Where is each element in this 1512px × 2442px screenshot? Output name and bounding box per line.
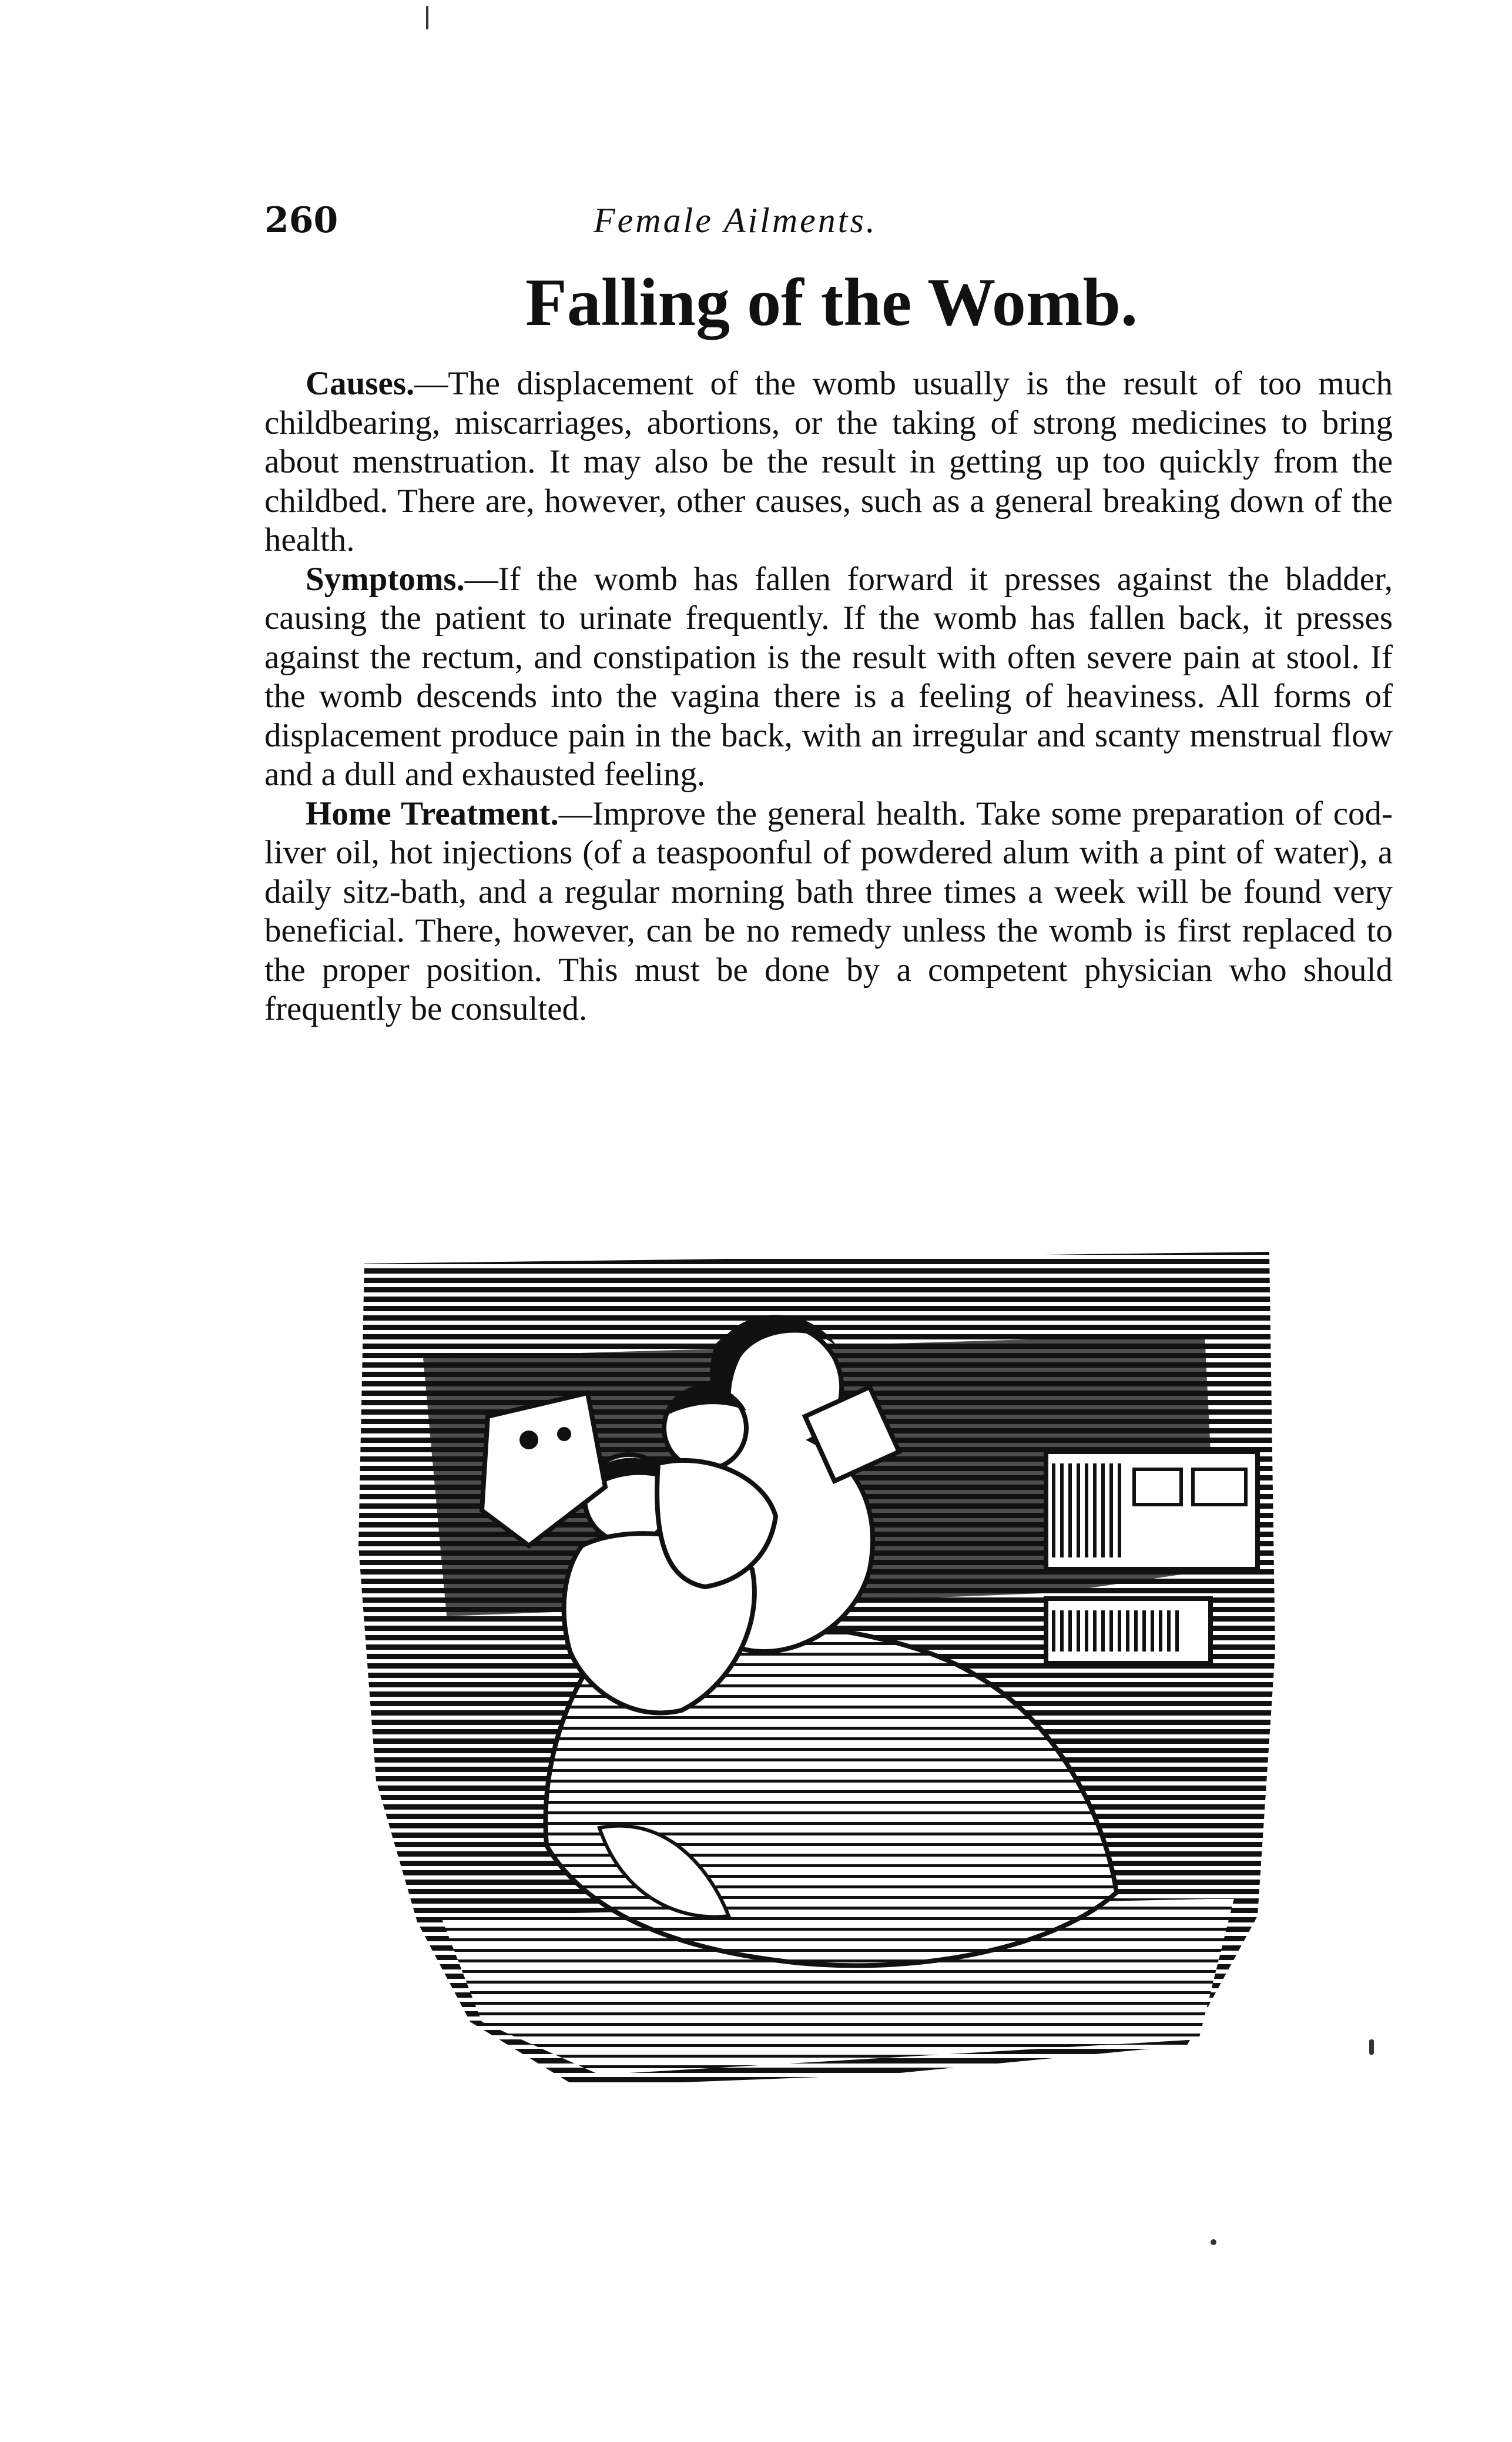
running-title: Female Ailments.	[594, 201, 877, 240]
paragraph-home-treatment	[264, 795, 1393, 1029]
engraving-svg	[353, 1240, 1287, 2092]
section-text: —Improve the general health. Take some preparation of cod-liver oil, hot injections (of a teaspoonful of powdered alum with a pint of water), a daily sitz-bath, and a regular morning bath three times a week will be found very beneficial. There, however, can be no remedy unless the womb is first replaced to the proper position. This must be done by a competent physician who should frequently be consulted.	[264, 795, 1393, 1027]
page-number: 260	[264, 200, 338, 241]
section-text: —The displacement of the womb usually is the result of too much childbearing, miscarriages, abortions, or the taking of strong medicines to bring about menstruation. It may also be the result in getting up too quickly from the childbed. There are, however, other causes, such as a general breaking down of the health.	[264, 365, 1393, 558]
paragraph-causes	[264, 364, 1393, 560]
section-heading: Causes.	[306, 365, 415, 402]
section-text: —If the womb has fallen forward it presses against the bladder, causing the patient to urinate frequently. If the womb has fallen back, it presses against the rectum, and constipation is the result with often severe pain at stool. If the womb descends into the vagina there is a feeling of heaviness. All forms of displacement produce pain in the back, with an irregular and scanty menstrual flow and a dull and exhausted feeling.	[264, 560, 1393, 793]
article-title: Falling of the Womb.	[525, 265, 1138, 340]
article-body	[264, 364, 1393, 1029]
paragraph-symptoms	[264, 560, 1393, 795]
page-header	[264, 194, 1399, 247]
scan-speck	[426, 6, 428, 29]
section-heading: Home Treatment.	[306, 795, 559, 832]
section-heading: Symptoms.	[306, 560, 465, 598]
engraving-illustration	[353, 1240, 1287, 2092]
scan-speck	[1211, 2239, 1216, 2245]
scan-speck	[1369, 2039, 1374, 2055]
